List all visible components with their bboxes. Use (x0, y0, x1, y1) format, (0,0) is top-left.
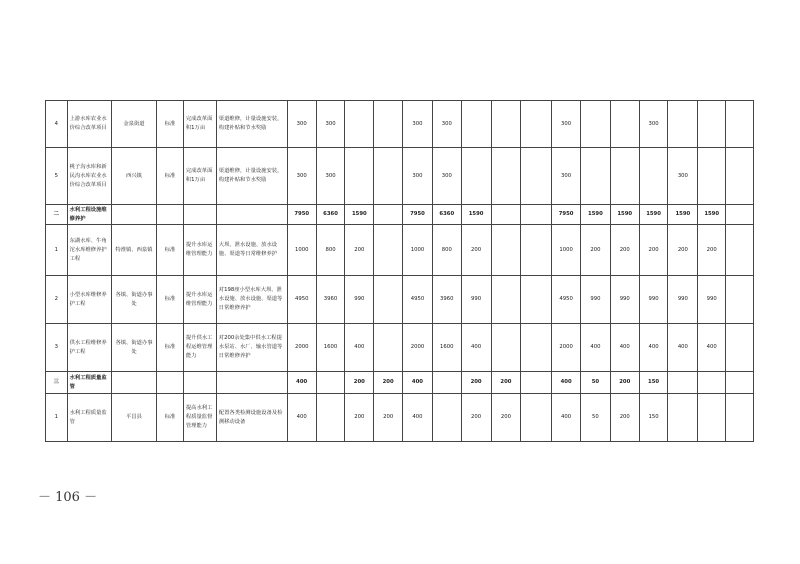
cell-value: 400 (403, 394, 433, 442)
cell-value: 200 (345, 394, 374, 442)
cell-value (491, 101, 521, 148)
cell-value: 300 (287, 148, 316, 205)
cell-empty (726, 372, 754, 394)
cell-empty (726, 394, 754, 442)
cell-goal: 提升水库运维管理能力 (183, 276, 216, 324)
cell-value: 200 (491, 372, 521, 394)
cell-value: 200 (374, 372, 403, 394)
cell-project-name: 水利工程质量监管 (67, 372, 111, 394)
cell-goal (183, 372, 216, 394)
cell-value (374, 148, 403, 205)
cell-value (374, 225, 403, 276)
cell-index: 三 (46, 372, 68, 394)
cell-value: 400 (403, 372, 433, 394)
cell-value: 1600 (432, 324, 461, 372)
cell-value (639, 148, 668, 205)
cell-value: 6360 (316, 205, 345, 225)
cell-value: 1590 (698, 205, 726, 225)
cell-standard: 标准 (157, 225, 184, 276)
cell-value (698, 101, 726, 148)
cell-value: 400 (552, 372, 581, 394)
cell-value: 200 (668, 225, 698, 276)
cell-value: 150 (639, 394, 668, 442)
cell-value: 150 (639, 372, 668, 394)
cell-goal: 完成改革面积1万亩 (183, 148, 216, 205)
cell-value: 300 (668, 148, 698, 205)
cell-value (521, 205, 552, 225)
cell-standard (157, 372, 184, 394)
cell-content: 配置各类检测设施设备及检测移动设备 (216, 394, 287, 442)
cell-empty (726, 101, 754, 148)
cell-location: 各镇、街道办事处 (111, 276, 156, 324)
cell-value (316, 394, 345, 442)
table-row (46, 225, 754, 276)
cell-index: 5 (46, 148, 68, 205)
cell-value: 300 (432, 148, 461, 205)
cell-value: 1590 (610, 205, 639, 225)
cell-value: 2000 (287, 324, 316, 372)
cell-value (581, 101, 611, 148)
cell-value (345, 101, 374, 148)
cell-value (491, 148, 521, 205)
cell-project-name: 桃子沟水库和新民沟水库农业水价综合改革项目 (67, 148, 111, 205)
cell-value (698, 372, 726, 394)
cell-value: 7950 (287, 205, 316, 225)
cell-value: 990 (639, 276, 668, 324)
cell-value (521, 101, 552, 148)
cell-value: 400 (287, 394, 316, 442)
cell-value: 7950 (552, 205, 581, 225)
cell-value: 300 (552, 101, 581, 148)
cell-project-name: 水利工程设施维修养护 (67, 205, 111, 225)
cell-value: 1590 (581, 205, 611, 225)
cell-value: 1590 (345, 205, 374, 225)
cell-value (610, 101, 639, 148)
cell-value: 990 (345, 276, 374, 324)
cell-value (668, 394, 698, 442)
cell-content: 对200余处集中供水工程提水泵站、水厂、输水管道等日常维修养护 (216, 324, 287, 372)
cell-value (491, 225, 521, 276)
cell-standard: 标准 (157, 101, 184, 148)
cell-project-name: 东湖水库、牛角沱水库维修养护工程 (67, 225, 111, 276)
cell-project-name: 水利工程质量监管 (67, 394, 111, 442)
cell-location: 西兴镇 (111, 148, 156, 205)
cell-goal: 提升水库运维管理能力 (183, 225, 216, 276)
cell-location: 金泉街道 (111, 101, 156, 148)
cell-index: 1 (46, 225, 68, 276)
cell-value: 300 (287, 101, 316, 148)
cell-value: 1590 (639, 205, 668, 225)
cell-value (521, 394, 552, 442)
cell-empty (726, 205, 754, 225)
table-row (46, 205, 754, 225)
cell-value (521, 372, 552, 394)
cell-value: 300 (639, 101, 668, 148)
cell-value: 4950 (403, 276, 433, 324)
cell-value (698, 394, 726, 442)
cell-goal: 提高水利工程质量监督管理能力 (183, 394, 216, 442)
page-number: － 106 － (38, 490, 98, 505)
cell-content: 渠道维修，计量设施安装，构建补贴和节水奖励 (216, 101, 287, 148)
cell-empty (726, 276, 754, 324)
cell-value: 3960 (432, 276, 461, 324)
cell-value: 400 (287, 372, 316, 394)
cell-standard: 标准 (157, 148, 184, 205)
cell-index: 3 (46, 324, 68, 372)
cell-location: 平昌县 (111, 394, 156, 442)
cell-index: 4 (46, 101, 68, 148)
cell-content: 对198座小型水库大坝、泄水设施、放水设施、渠道等日常维修养护 (216, 276, 287, 324)
cell-location: 各镇、街道办事处 (111, 324, 156, 372)
cell-value: 1000 (403, 225, 433, 276)
cell-value (374, 276, 403, 324)
cell-value: 400 (698, 324, 726, 372)
cell-project-name: 上游水库农业水价综合改革项目 (67, 101, 111, 148)
cell-value: 1590 (668, 205, 698, 225)
cell-value: 1600 (316, 324, 345, 372)
cell-content: 大坝、泄水设施、放水设施、渠道等日常维修养护 (216, 225, 287, 276)
cell-value: 4950 (287, 276, 316, 324)
cell-value: 200 (610, 394, 639, 442)
cell-value: 300 (316, 101, 345, 148)
table-row (46, 324, 754, 372)
cell-value: 200 (639, 225, 668, 276)
cell-value: 200 (698, 225, 726, 276)
cell-value (521, 324, 552, 372)
cell-goal: 提升供水工程运维管理能力 (183, 324, 216, 372)
cell-value: 400 (668, 324, 698, 372)
cell-value: 200 (345, 372, 374, 394)
cell-value (432, 372, 461, 394)
cell-value (316, 372, 345, 394)
cell-project-name: 供水工程维修养护工程 (67, 324, 111, 372)
cell-value: 300 (403, 148, 433, 205)
cell-value (491, 276, 521, 324)
cell-value (461, 148, 491, 205)
cell-index: 2 (46, 276, 68, 324)
cell-standard: 标准 (157, 394, 184, 442)
cell-location: 特淮镇、西泉镇 (111, 225, 156, 276)
cell-value (521, 148, 552, 205)
cell-value: 3960 (316, 276, 345, 324)
cell-goal: 完成改革面积1万亩 (183, 101, 216, 148)
cell-value (610, 148, 639, 205)
cell-value: 1000 (552, 225, 581, 276)
cell-value: 200 (610, 225, 639, 276)
cell-value: 2000 (552, 324, 581, 372)
cell-index: 1 (46, 394, 68, 442)
cell-value: 400 (552, 394, 581, 442)
cell-value: 200 (610, 372, 639, 394)
cell-empty (726, 225, 754, 276)
cell-value (432, 394, 461, 442)
cell-value: 7950 (403, 205, 433, 225)
cell-value: 200 (345, 225, 374, 276)
cell-value (374, 324, 403, 372)
cell-value: 200 (491, 394, 521, 442)
cell-value: 1000 (287, 225, 316, 276)
cell-value: 800 (432, 225, 461, 276)
cell-project-name: 小型水库维修养护工程 (67, 276, 111, 324)
table-row (46, 372, 754, 394)
cell-empty (726, 324, 754, 372)
cell-content: 渠道维修，计量设施安装，构建补贴和节水奖励 (216, 148, 287, 205)
cell-value: 50 (581, 372, 611, 394)
cell-standard: 标准 (157, 276, 184, 324)
cell-standard (157, 205, 184, 225)
cell-value (345, 148, 374, 205)
cell-value: 400 (461, 324, 491, 372)
cell-value: 200 (461, 372, 491, 394)
table-row (46, 101, 754, 148)
cell-value: 400 (345, 324, 374, 372)
cell-value: 6360 (432, 205, 461, 225)
cell-location (111, 205, 156, 225)
cell-value (698, 148, 726, 205)
cell-value (374, 205, 403, 225)
cell-value (668, 101, 698, 148)
cell-value: 990 (668, 276, 698, 324)
cell-index: 二 (46, 205, 68, 225)
cell-location (111, 372, 156, 394)
cell-content (216, 205, 287, 225)
cell-value (581, 148, 611, 205)
cell-value: 400 (581, 324, 611, 372)
table-row (46, 394, 754, 442)
table-row (46, 148, 754, 205)
cell-value: 200 (374, 394, 403, 442)
cell-value: 300 (432, 101, 461, 148)
cell-value (521, 225, 552, 276)
cell-value: 200 (461, 225, 491, 276)
cell-value: 200 (461, 394, 491, 442)
cell-value: 990 (581, 276, 611, 324)
cell-value (374, 101, 403, 148)
table-row (46, 276, 754, 324)
cell-value: 300 (316, 148, 345, 205)
cell-value: 990 (698, 276, 726, 324)
cell-value: 2000 (403, 324, 433, 372)
cell-value: 990 (610, 276, 639, 324)
cell-value: 50 (581, 394, 611, 442)
cell-standard: 标准 (157, 324, 184, 372)
cell-value: 1590 (461, 205, 491, 225)
cell-value (461, 101, 491, 148)
cell-value: 990 (461, 276, 491, 324)
cell-value (491, 324, 521, 372)
cell-value: 400 (639, 324, 668, 372)
cell-empty (726, 148, 754, 205)
cell-value: 800 (316, 225, 345, 276)
cell-value: 4950 (552, 276, 581, 324)
cell-value: 200 (581, 225, 611, 276)
cell-value: 300 (403, 101, 433, 148)
cell-goal (183, 205, 216, 225)
cell-value (521, 276, 552, 324)
cell-value: 400 (610, 324, 639, 372)
cell-content (216, 372, 287, 394)
cell-value (491, 205, 521, 225)
cell-value: 300 (552, 148, 581, 205)
budget-table (45, 100, 754, 442)
cell-value (668, 372, 698, 394)
